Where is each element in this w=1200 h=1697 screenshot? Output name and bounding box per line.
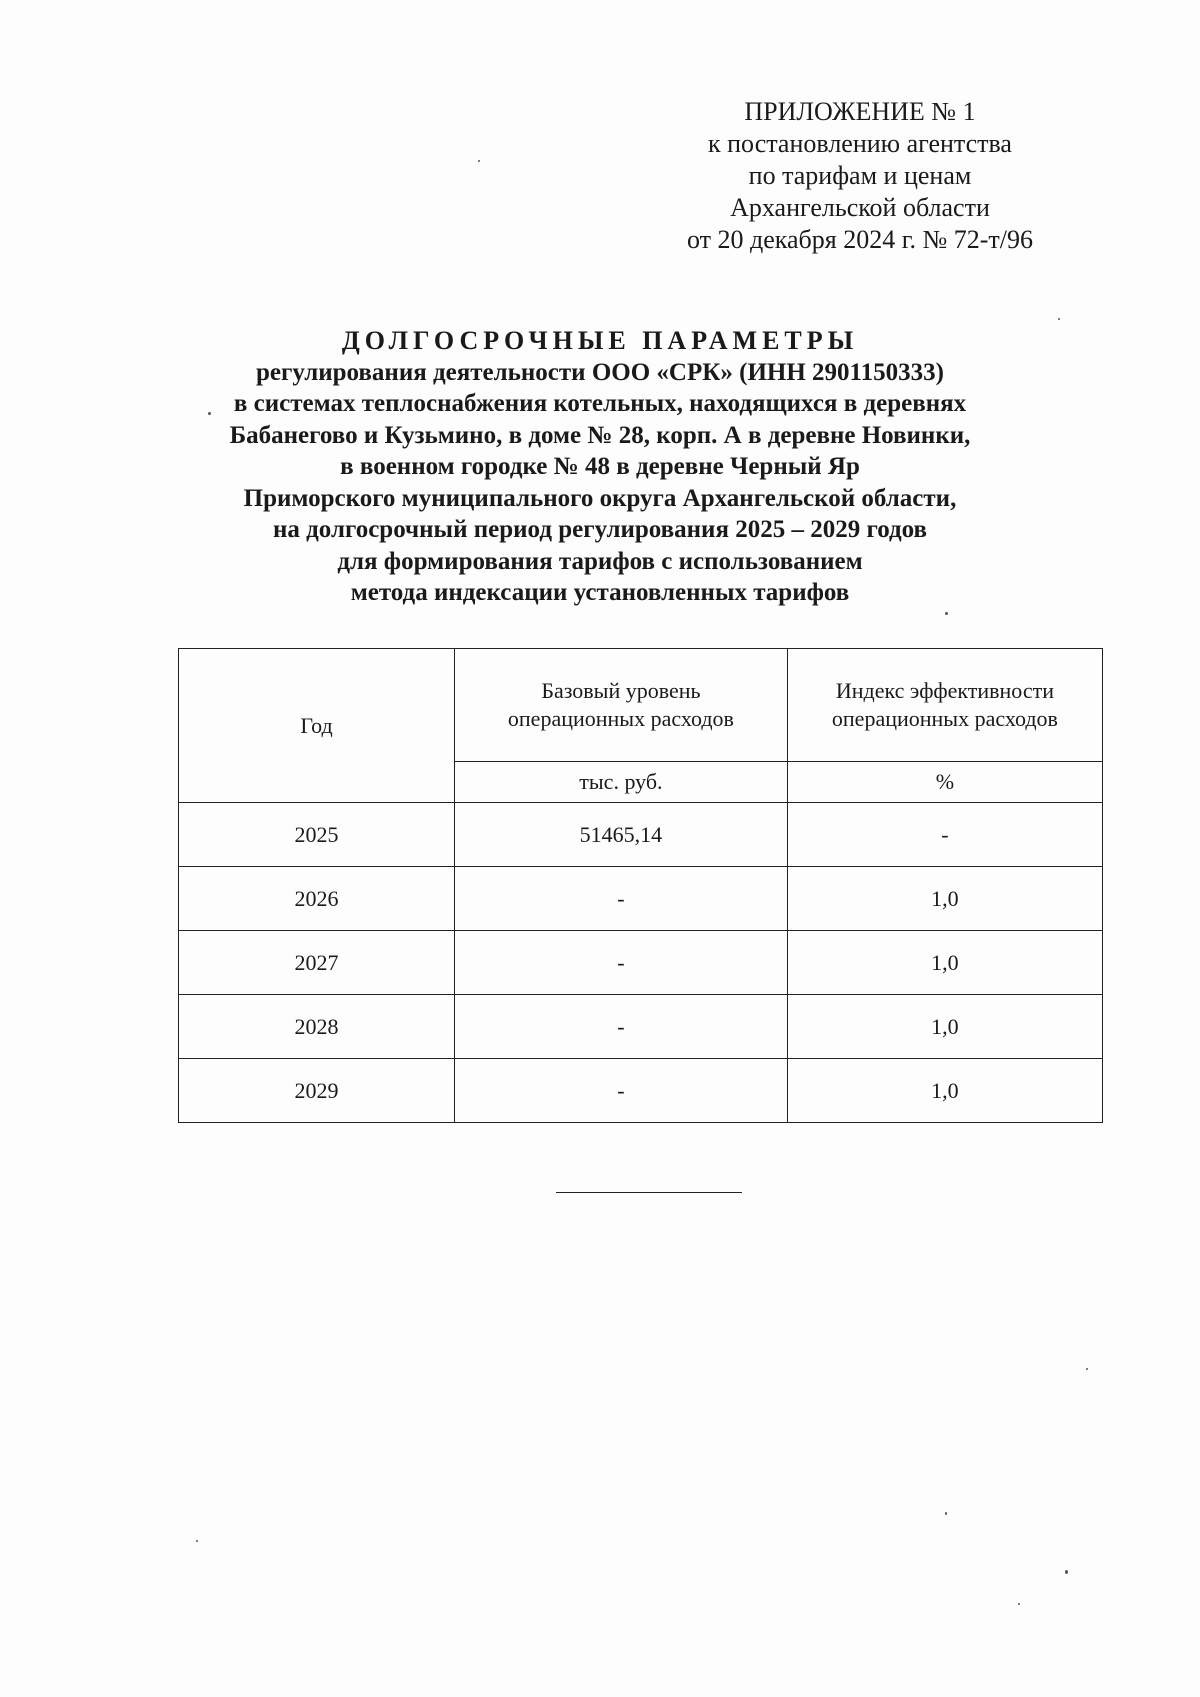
scan-speck	[945, 1512, 947, 1515]
annex-line-date: от 20 декабря 2024 г. № 72-т/96	[686, 225, 1034, 254]
cell-index: 1,0	[787, 995, 1102, 1059]
parameters-table	[178, 648, 1103, 1123]
table-row	[179, 867, 1103, 931]
header-base-line1: Базовый уровень	[541, 678, 701, 703]
annex-line-resolution: к постановлению агентства	[708, 129, 1012, 158]
scan-speck	[478, 160, 480, 162]
cell-year: 2027	[179, 931, 455, 995]
scan-speck	[208, 412, 211, 415]
cell-base: -	[455, 931, 788, 995]
title-main: ДОЛГОСРОЧНЫЕ ПАРАМЕТРЫ	[341, 326, 859, 355]
title-line: Приморского муниципального округа Архангельской области,	[243, 484, 957, 512]
scan-speck	[1018, 1603, 1020, 1605]
end-divider	[556, 1192, 742, 1193]
table-row	[179, 803, 1103, 867]
scan-speck	[1058, 318, 1060, 320]
table-header-row	[179, 649, 1103, 762]
title-line: в военном городке № 48 в деревне Черный Яр	[340, 453, 860, 480]
cell-year: 2028	[179, 995, 455, 1059]
header-year: Год	[179, 649, 455, 803]
title-line: метода индексации установленных тарифов	[350, 579, 850, 606]
annex-line-region: Архангельской области	[730, 193, 990, 222]
cell-base: -	[455, 1059, 788, 1123]
table-row	[179, 1059, 1103, 1123]
unit-base: тыс. руб.	[455, 762, 788, 803]
cell-year: 2025	[179, 803, 455, 867]
cell-index: 1,0	[787, 931, 1102, 995]
title-line: на долгосрочный период регулирования 2025 – 2029 годов	[272, 516, 928, 543]
cell-index: -	[787, 803, 1102, 867]
scan-speck	[1065, 1570, 1068, 1574]
header-index-line2: операционных расходов	[831, 706, 1058, 731]
document-title	[150, 325, 1050, 609]
unit-index: %	[787, 762, 1102, 803]
header-base-level	[455, 649, 788, 762]
title-line: регулирования деятельности ООО «СРК» (ИНН 2901150333)	[255, 358, 944, 386]
cell-base: -	[455, 867, 788, 931]
title-line: в системах теплоснабжения котельных, находящихся в деревнях	[233, 390, 967, 417]
cell-year: 2029	[179, 1059, 455, 1123]
header-index-line1: Индекс эффективности	[835, 678, 1054, 703]
header-efficiency-index	[787, 649, 1102, 762]
title-line: Бабанегово и Кузьмино, в доме № 28, корп. А в деревне Новинки,	[229, 421, 971, 449]
cell-base: -	[455, 995, 788, 1059]
annex-header	[640, 96, 1080, 256]
header-base-line2: операционных расходов	[507, 706, 734, 731]
cell-base: 51465,14	[455, 803, 788, 867]
title-line: для формирования тарифов с использованием	[337, 547, 863, 575]
scan-speck	[945, 612, 948, 615]
annex-number: ПРИЛОЖЕНИЕ № 1	[744, 97, 976, 126]
table-row	[179, 995, 1103, 1059]
cell-index: 1,0	[787, 1059, 1102, 1123]
table-row	[179, 931, 1103, 995]
cell-year: 2026	[179, 867, 455, 931]
annex-line-agency: по тарифам и ценам	[748, 161, 972, 190]
scan-speck	[196, 1540, 198, 1542]
cell-index: 1,0	[787, 867, 1102, 931]
scan-speck	[1086, 1368, 1088, 1370]
